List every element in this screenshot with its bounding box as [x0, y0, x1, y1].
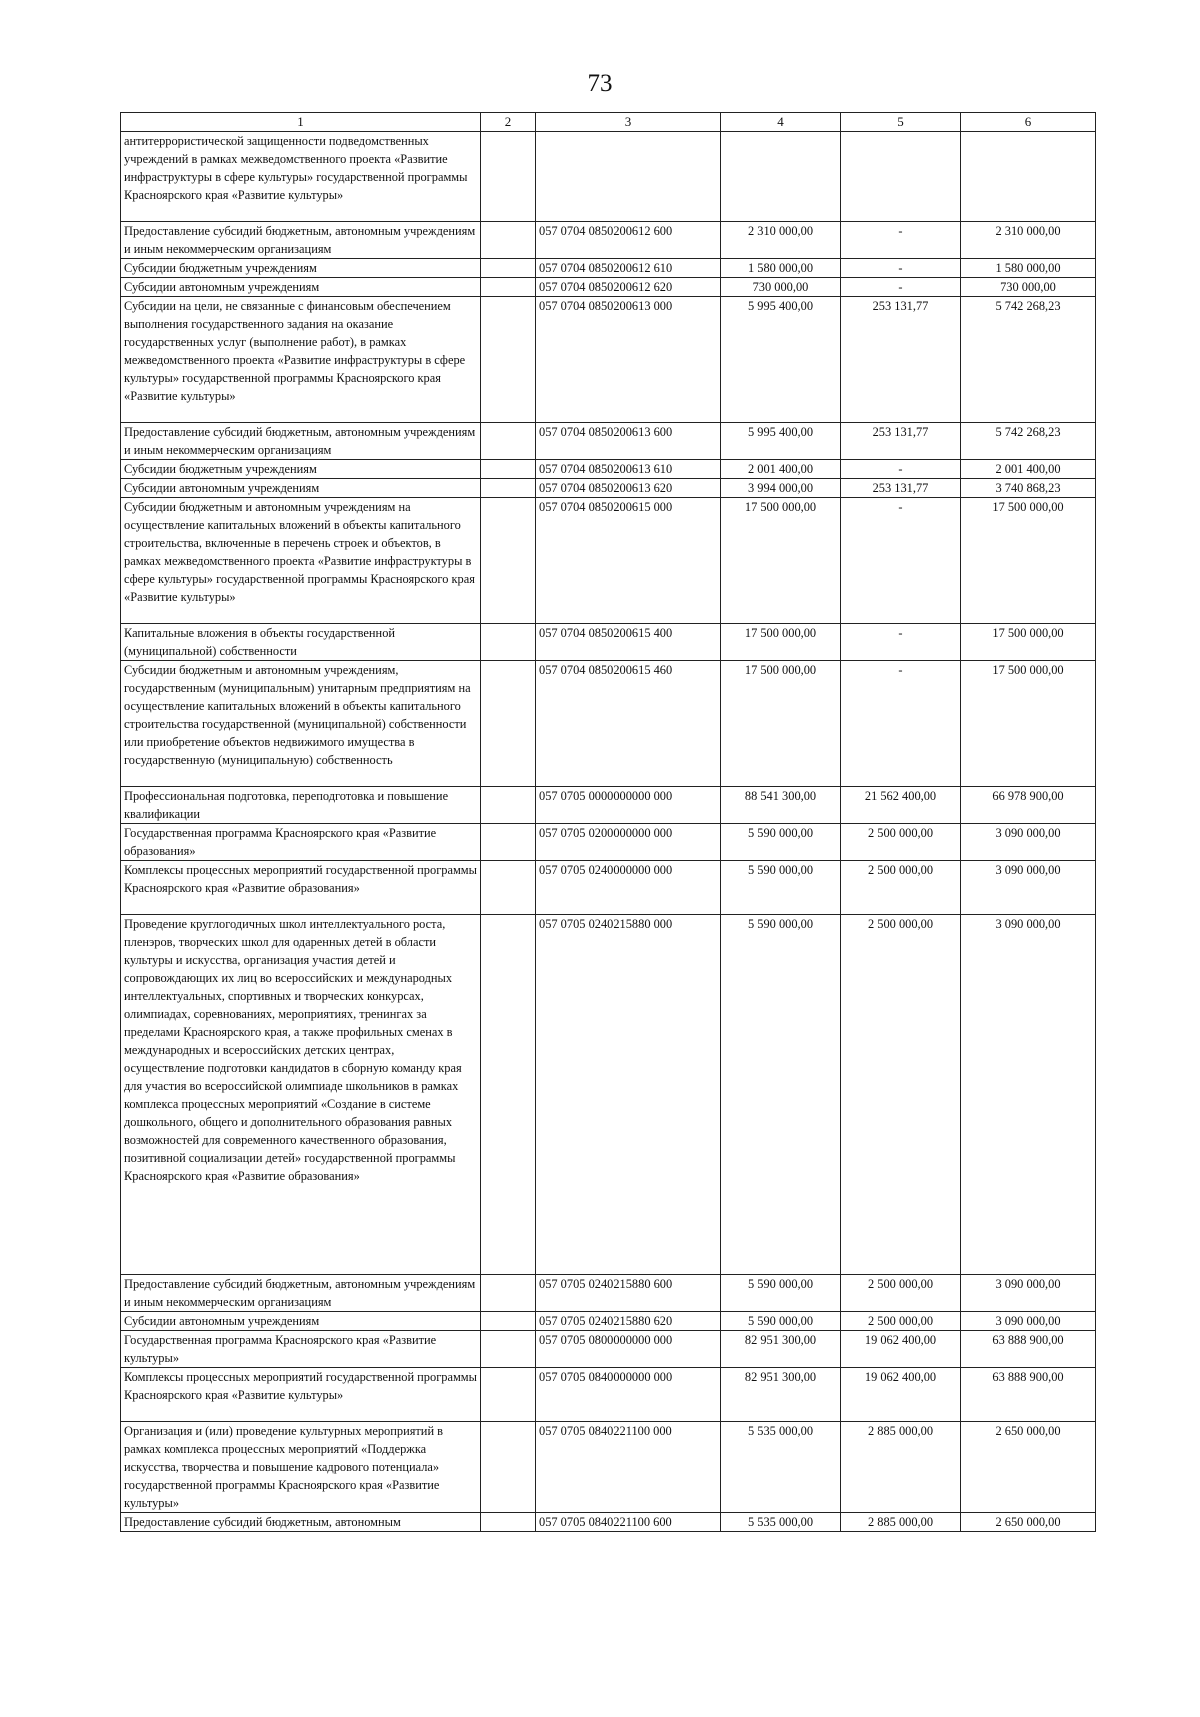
row-col2	[481, 1513, 536, 1532]
row-col2	[481, 479, 536, 498]
row-amount-remaining: 3 090 000,00	[961, 915, 1096, 1275]
row-code: 057 0705 0840221100 000	[536, 1422, 721, 1513]
row-code: 057 0704 0850200615 400	[536, 624, 721, 661]
row-name: Субсидии бюджетным и автономным учреждениям, государственным (муниципальным) унитарным предприятиям на осуществление капитальных вложений в объекты капитального строительства государственной (муниципальной) собственности или приобретение объектов недвижимого имущества в государственную (муниципальную) собственность	[121, 661, 481, 787]
table-row	[121, 460, 1096, 479]
row-name: Государственная программа Красноярского края «Развитие культуры»	[121, 1331, 481, 1368]
table-row	[121, 132, 1096, 222]
row-code: 057 0705 0240215880 600	[536, 1275, 721, 1312]
row-amount-executed: 19 062 400,00	[841, 1331, 961, 1368]
row-col2	[481, 1312, 536, 1331]
column-header-2: 2	[481, 113, 536, 132]
row-amount-remaining: 3 090 000,00	[961, 1275, 1096, 1312]
row-code: 057 0705 0240215880 620	[536, 1312, 721, 1331]
table-header-row	[121, 113, 1096, 132]
row-amount-approved	[721, 132, 841, 222]
row-amount-remaining: 2 001 400,00	[961, 460, 1096, 479]
row-code: 057 0705 0840000000 000	[536, 1368, 721, 1422]
row-code: 057 0705 0240000000 000	[536, 861, 721, 915]
row-name: антитеррористической защищенности подведомственных учреждений в рамках межведомственного проекта «Развитие инфраструктуры в сфере культуры» государственной программы Красноярского края «Развитие культуры»	[121, 132, 481, 222]
table-row	[121, 297, 1096, 423]
row-name: Субсидии автономным учреждениям	[121, 278, 481, 297]
table-row	[121, 661, 1096, 787]
table-row	[121, 1368, 1096, 1422]
table-row	[121, 423, 1096, 460]
row-amount-executed: 253 131,77	[841, 423, 961, 460]
row-col2	[481, 132, 536, 222]
row-code: 057 0704 0850200613 620	[536, 479, 721, 498]
table-row	[121, 1513, 1096, 1532]
table-row	[121, 1312, 1096, 1331]
row-code: 057 0704 0850200615 000	[536, 498, 721, 624]
row-code	[536, 132, 721, 222]
budget-table	[120, 112, 1096, 1532]
row-name: Проведение круглогодичных школ интеллектуального роста, пленэров, творческих школ для одаренных детей в области культуры и искусства, организация участия детей и сопровождающих их лиц во всероссийских и международных интеллектуальных, спортивных и творческих конкурсах, олимпиадах, соревнованиях, мероприятиях, тренингах за пределами Красноярского края, а также профильных сменах в международных и всероссийских детских центрах, осуществление подготовки кандидатов в сборную команду края для участия во всероссийской олимпиаде школьников в рамках комплекса процессных мероприятий «Создание в системе дошкольного, общего и дополнительного образования равных возможностей для современного качественного образования, позитивной социализации детей» государственной программы Красноярского края «Развитие образования»	[121, 915, 481, 1275]
table-row	[121, 259, 1096, 278]
row-col2	[481, 861, 536, 915]
row-amount-executed: 2 500 000,00	[841, 1275, 961, 1312]
row-amount-remaining: 3 740 868,23	[961, 479, 1096, 498]
row-amount-remaining: 17 500 000,00	[961, 661, 1096, 787]
row-amount-executed: -	[841, 278, 961, 297]
row-code: 057 0704 0850200612 610	[536, 259, 721, 278]
row-amount-executed: 2 500 000,00	[841, 1312, 961, 1331]
column-header-1: 1	[121, 113, 481, 132]
row-name: Предоставление субсидий бюджетным, автономным учреждениям и иным некоммерческим организациям	[121, 1275, 481, 1312]
table-row	[121, 479, 1096, 498]
row-amount-remaining: 5 742 268,23	[961, 297, 1096, 423]
row-code: 057 0704 0850200612 620	[536, 278, 721, 297]
row-amount-remaining: 730 000,00	[961, 278, 1096, 297]
row-name: Субсидии автономным учреждениям	[121, 1312, 481, 1331]
row-col2	[481, 1275, 536, 1312]
row-col2	[481, 498, 536, 624]
row-name: Субсидии автономным учреждениям	[121, 479, 481, 498]
row-amount-executed: -	[841, 498, 961, 624]
row-amount-executed: -	[841, 222, 961, 259]
row-col2	[481, 222, 536, 259]
row-col2	[481, 1331, 536, 1368]
row-name: Субсидии на цели, не связанные с финансовым обеспечением выполнения государственного задания на оказание государственных услуг (выполнение работ), в рамках межведомственного проекта «Развитие инфраструктуры в сфере культуры» государственной программы Красноярского края «Развитие культуры»	[121, 297, 481, 423]
row-name: Государственная программа Красноярского края «Развитие образования»	[121, 824, 481, 861]
row-amount-remaining: 5 742 268,23	[961, 423, 1096, 460]
row-col2	[481, 661, 536, 787]
row-amount-remaining: 2 650 000,00	[961, 1513, 1096, 1532]
table-row	[121, 222, 1096, 259]
row-col2	[481, 915, 536, 1275]
row-amount-executed: 2 500 000,00	[841, 915, 961, 1275]
row-code: 057 0704 0850200613 610	[536, 460, 721, 479]
table-row	[121, 498, 1096, 624]
row-amount-approved: 1 580 000,00	[721, 259, 841, 278]
row-amount-executed: -	[841, 661, 961, 787]
column-header-5: 5	[841, 113, 961, 132]
row-amount-executed	[841, 132, 961, 222]
row-amount-approved: 5 590 000,00	[721, 1275, 841, 1312]
row-amount-approved: 5 995 400,00	[721, 423, 841, 460]
row-amount-approved: 5 590 000,00	[721, 824, 841, 861]
row-amount-executed: -	[841, 624, 961, 661]
row-col2	[481, 787, 536, 824]
row-amount-executed: 253 131,77	[841, 297, 961, 423]
row-amount-executed: 21 562 400,00	[841, 787, 961, 824]
row-col2	[481, 624, 536, 661]
row-name: Субсидии бюджетным учреждениям	[121, 259, 481, 278]
row-amount-remaining: 66 978 900,00	[961, 787, 1096, 824]
row-amount-approved: 5 535 000,00	[721, 1513, 841, 1532]
row-name: Профессиональная подготовка, переподготовка и повышение квалификации	[121, 787, 481, 824]
row-amount-remaining: 17 500 000,00	[961, 624, 1096, 661]
row-col2	[481, 460, 536, 479]
column-header-4: 4	[721, 113, 841, 132]
row-col2	[481, 1368, 536, 1422]
row-amount-approved: 82 951 300,00	[721, 1368, 841, 1422]
row-amount-executed: 2 885 000,00	[841, 1513, 961, 1532]
row-col2	[481, 259, 536, 278]
row-amount-remaining	[961, 132, 1096, 222]
row-amount-approved: 730 000,00	[721, 278, 841, 297]
row-col2	[481, 297, 536, 423]
row-code: 057 0705 0240215880 000	[536, 915, 721, 1275]
table-row	[121, 1422, 1096, 1513]
row-col2	[481, 1422, 536, 1513]
row-amount-executed: 253 131,77	[841, 479, 961, 498]
row-amount-approved: 88 541 300,00	[721, 787, 841, 824]
row-amount-executed: 2 500 000,00	[841, 861, 961, 915]
table-row	[121, 1331, 1096, 1368]
row-amount-executed: -	[841, 259, 961, 278]
row-amount-approved: 2 310 000,00	[721, 222, 841, 259]
row-name: Комплексы процессных мероприятий государственной программы Красноярского края «Развитие образования»	[121, 861, 481, 915]
row-col2	[481, 278, 536, 297]
row-amount-approved: 5 590 000,00	[721, 1312, 841, 1331]
row-col2	[481, 824, 536, 861]
row-amount-approved: 5 590 000,00	[721, 861, 841, 915]
row-name: Предоставление субсидий бюджетным, автономным	[121, 1513, 481, 1532]
row-code: 057 0704 0850200613 600	[536, 423, 721, 460]
table-row	[121, 824, 1096, 861]
table-row	[121, 624, 1096, 661]
row-amount-remaining: 3 090 000,00	[961, 824, 1096, 861]
row-name: Субсидии бюджетным и автономным учреждениям на осуществление капитальных вложений в объекты капитального строительства, включенные в перечень строек и объектов, в рамках межведомственного проекта «Развитие инфраструктуры в сфере культуры» государственной программы Красноярского края «Развитие культуры»	[121, 498, 481, 624]
row-code: 057 0705 0200000000 000	[536, 824, 721, 861]
row-amount-approved: 5 995 400,00	[721, 297, 841, 423]
row-amount-remaining: 3 090 000,00	[961, 861, 1096, 915]
row-amount-approved: 5 535 000,00	[721, 1422, 841, 1513]
row-amount-approved: 2 001 400,00	[721, 460, 841, 479]
row-amount-approved: 17 500 000,00	[721, 624, 841, 661]
row-col2	[481, 423, 536, 460]
row-amount-remaining: 2 650 000,00	[961, 1422, 1096, 1513]
table-row	[121, 278, 1096, 297]
row-code: 057 0705 0000000000 000	[536, 787, 721, 824]
table-row	[121, 1275, 1096, 1312]
page-number: 73	[587, 70, 613, 97]
row-name: Предоставление субсидий бюджетным, автономным учреждениям и иным некоммерческим организациям	[121, 222, 481, 259]
row-amount-remaining: 17 500 000,00	[961, 498, 1096, 624]
table-body	[121, 132, 1096, 1532]
table-row	[121, 787, 1096, 824]
row-code: 057 0704 0850200612 600	[536, 222, 721, 259]
row-amount-remaining: 63 888 900,00	[961, 1331, 1096, 1368]
row-amount-executed: 19 062 400,00	[841, 1368, 961, 1422]
row-code: 057 0704 0850200613 000	[536, 297, 721, 423]
row-amount-executed: 2 500 000,00	[841, 824, 961, 861]
row-name: Организация и (или) проведение культурных мероприятий в рамках комплекса процессных мероприятий «Поддержка искусства, творчества и повышение кадрового потенциала» государственной программы Красноярского края «Развитие культуры»	[121, 1422, 481, 1513]
row-amount-approved: 17 500 000,00	[721, 661, 841, 787]
column-header-6: 6	[961, 113, 1096, 132]
row-amount-approved: 17 500 000,00	[721, 498, 841, 624]
row-name: Субсидии бюджетным учреждениям	[121, 460, 481, 479]
row-name: Капитальные вложения в объекты государственной (муниципальной) собственности	[121, 624, 481, 661]
table-row	[121, 915, 1096, 1275]
row-name: Комплексы процессных мероприятий государственной программы Красноярского края «Развитие культуры»	[121, 1368, 481, 1422]
row-amount-executed: 2 885 000,00	[841, 1422, 961, 1513]
row-amount-remaining: 2 310 000,00	[961, 222, 1096, 259]
row-amount-approved: 3 994 000,00	[721, 479, 841, 498]
row-code: 057 0705 0840221100 600	[536, 1513, 721, 1532]
row-name: Предоставление субсидий бюджетным, автономным учреждениям и иным некоммерческим организациям	[121, 423, 481, 460]
row-amount-executed: -	[841, 460, 961, 479]
column-header-3: 3	[536, 113, 721, 132]
row-amount-remaining: 3 090 000,00	[961, 1312, 1096, 1331]
row-code: 057 0705 0800000000 000	[536, 1331, 721, 1368]
table-row	[121, 861, 1096, 915]
row-amount-approved: 82 951 300,00	[721, 1331, 841, 1368]
row-amount-remaining: 1 580 000,00	[961, 259, 1096, 278]
row-amount-remaining: 63 888 900,00	[961, 1368, 1096, 1422]
row-amount-approved: 5 590 000,00	[721, 915, 841, 1275]
row-code: 057 0704 0850200615 460	[536, 661, 721, 787]
